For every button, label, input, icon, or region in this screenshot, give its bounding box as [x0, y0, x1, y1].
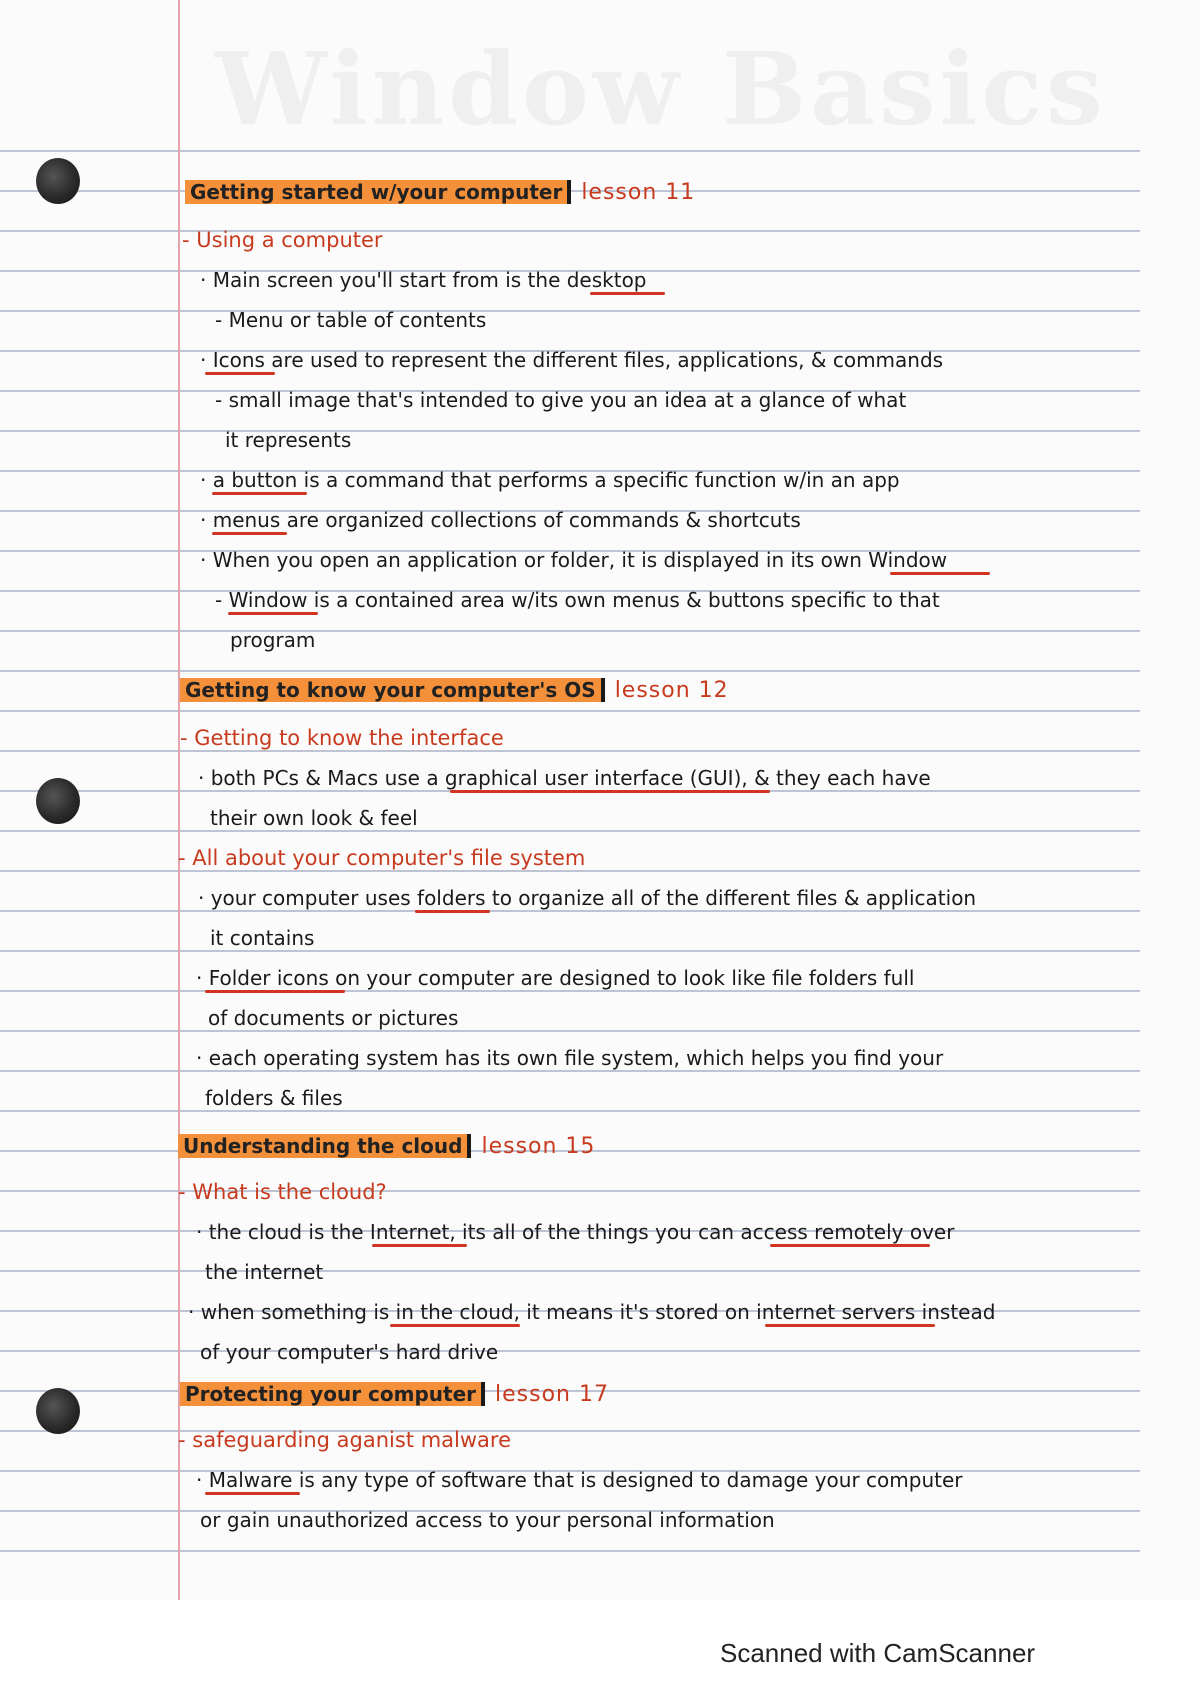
ruled-line — [0, 1550, 1140, 1552]
binder-hole — [36, 1388, 80, 1434]
ruled-line — [0, 830, 1140, 832]
ruled-line — [0, 430, 1140, 432]
note-line: - small image that's intended to give you an idea at a glance of what — [215, 388, 907, 412]
note-line: the internet — [205, 1260, 324, 1284]
ruled-line — [0, 230, 1140, 232]
ruled-line — [0, 910, 1140, 912]
red-underline — [890, 572, 990, 575]
note-line: of documents or pictures — [208, 1006, 459, 1030]
note-line: · your computer uses folders to organize all of the different files & application — [198, 886, 977, 910]
note-line: it represents — [225, 428, 352, 452]
ruled-line — [0, 750, 1140, 752]
note-line: · When you open an application or folder, it is displayed in its own Window — [200, 548, 948, 572]
note-line: · each operating system has its own file system, which helps you find your — [196, 1046, 944, 1070]
subheading: - All about your computer's file system — [178, 846, 586, 870]
red-underline — [450, 790, 770, 793]
subheading: - What is the cloud? — [178, 1180, 387, 1204]
ruled-line — [0, 150, 1140, 152]
subheading: - Using a computer — [182, 228, 383, 252]
ruled-line — [0, 950, 1140, 952]
note-line: folders & files — [205, 1086, 343, 1110]
subheading: - Getting to know the interface — [180, 726, 504, 750]
note-line: · Folder icons on your computer are designed to look like file folders full — [196, 966, 915, 990]
ruled-line — [0, 1430, 1140, 1432]
section-heading: Getting to know your computer's OS — [180, 678, 605, 702]
ruled-line — [0, 710, 1140, 712]
note-line: program — [230, 628, 316, 652]
ruled-line — [0, 630, 1140, 632]
note-line: - Menu or table of contents — [215, 308, 487, 332]
red-underline — [372, 1244, 467, 1247]
ruled-line — [0, 1350, 1140, 1352]
red-underline — [205, 372, 275, 375]
ruled-line — [0, 1110, 1140, 1112]
ruled-line — [0, 870, 1140, 872]
red-underline — [590, 292, 665, 295]
binder-hole — [36, 158, 80, 204]
red-underline — [770, 1244, 930, 1247]
section-heading: Getting started w/your computer — [185, 180, 571, 204]
note-line: · the cloud is the Internet, its all of the things you can access remotely over — [196, 1220, 955, 1244]
ruled-line — [0, 1190, 1140, 1192]
note-line: · when something is in the cloud, it means it's stored on internet servers instead — [188, 1300, 996, 1324]
ruled-line — [0, 1070, 1140, 1072]
scanner-watermark: Scanned with CamScanner — [720, 1638, 1036, 1668]
section-heading-row — [180, 678, 729, 703]
red-underline — [212, 492, 307, 495]
ruled-line — [0, 1270, 1140, 1272]
binder-hole — [36, 778, 80, 824]
red-underline — [765, 1324, 935, 1327]
lesson-label: lesson 11 — [581, 180, 696, 205]
red-underline — [228, 612, 318, 615]
note-line: · a button is a command that performs a specific function w/in an app — [200, 468, 900, 492]
lesson-label: lesson 17 — [495, 1382, 609, 1407]
note-line: · both PCs & Macs use a graphical user interface (GUI), & they each have — [198, 766, 931, 790]
subheading: - safeguarding aganist malware — [178, 1428, 511, 1452]
show-through-title — [215, 30, 1107, 148]
note-line: · Malware is any type of software that is designed to damage your computer — [196, 1468, 963, 1492]
red-underline — [390, 1324, 520, 1327]
note-line: - Window is a contained area w/its own menus & buttons specific to that — [215, 588, 940, 612]
note-line: it contains — [210, 926, 315, 950]
red-underline — [205, 1492, 300, 1495]
section-heading: Understanding the cloud — [178, 1134, 471, 1158]
ruled-line — [0, 310, 1140, 312]
section-heading-row — [185, 180, 695, 205]
margin-line — [178, 0, 180, 1600]
red-underline — [415, 910, 490, 913]
section-heading-row — [178, 1134, 595, 1159]
red-underline — [212, 532, 287, 535]
section-heading-row — [180, 1382, 609, 1407]
note-line: their own look & feel — [210, 806, 418, 830]
note-line: or gain unauthorized access to your personal information — [200, 1508, 775, 1532]
note-line: · Main screen you'll start from is the desktop — [200, 268, 647, 292]
note-line: of your computer's hard drive — [200, 1340, 499, 1364]
note-line: · menus are organized collections of commands & shortcuts — [200, 508, 801, 532]
ruled-line — [0, 990, 1140, 992]
lesson-label: lesson 15 — [481, 1134, 596, 1159]
ruled-line — [0, 670, 1140, 672]
red-underline — [205, 990, 345, 993]
section-heading: Protecting your computer — [180, 1382, 485, 1406]
ruled-line — [0, 1030, 1140, 1032]
lesson-label: lesson 12 — [614, 678, 729, 703]
note-line: · Icons are used to represent the different files, applications, & commands — [200, 348, 944, 372]
